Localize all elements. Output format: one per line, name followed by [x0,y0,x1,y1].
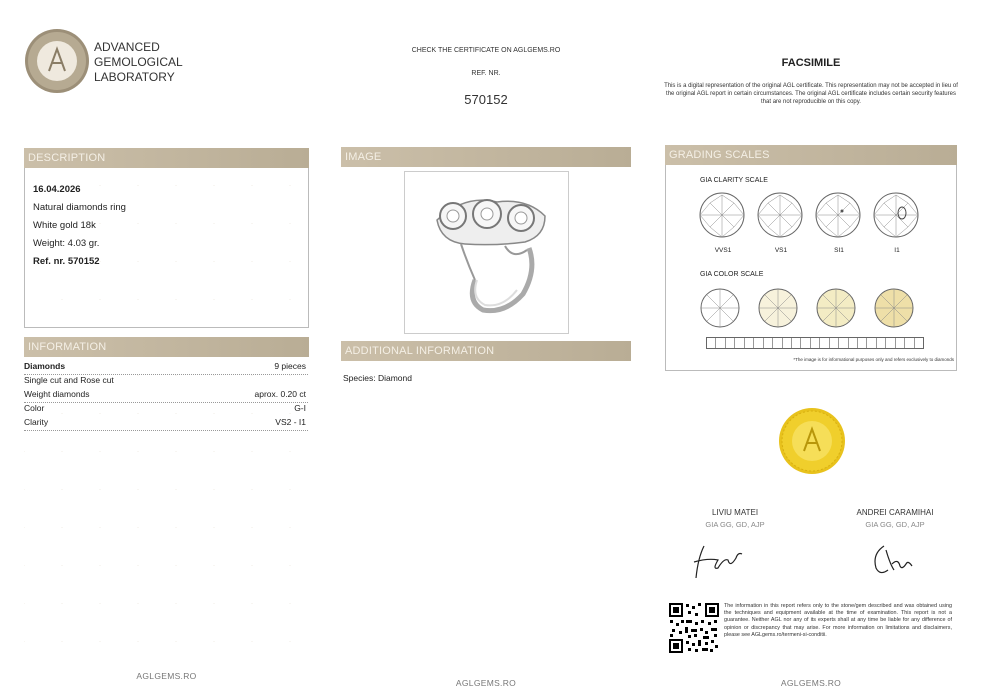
color-grade-box [707,338,716,348]
info-value: G-I [294,403,306,413]
info-value: aprox. 0.20 ct [254,389,306,399]
color-grade-box [849,338,858,348]
footer-website: AGLGEMS.RO [136,671,197,681]
additional-info-header: ADDITIONAL INFORMATION [341,341,631,361]
signatory-title: GIA GG, GD, AJP [865,520,925,529]
clarity-diamond-i1 [874,193,918,237]
ring-image-frame [404,171,569,334]
color-grade-box [764,338,773,348]
color-grade-box [905,338,914,348]
signatory-title: GIA GG, GD, AJP [705,520,765,529]
lab-name-line: ADVANCED [94,40,160,54]
lab-name-line: LABORATORY [94,70,175,84]
color-grade-box [886,338,895,348]
info-value: VS2 - I1 [275,417,306,427]
information-header: INFORMATION [24,337,309,357]
description-date: 16.04.2026 [33,184,81,195]
grading-footnote: *The image is for informational purposes only and refers exclusively to diamonds [793,357,954,362]
clarity-label: I1 [894,247,900,254]
lab-name-line: GEMOLOGICAL [94,55,183,69]
color-grade-box [820,338,829,348]
info-row [24,361,308,375]
clarity-diamond-vs1 [758,193,802,237]
qr-code [668,602,720,654]
ref-number: 570152 [464,92,508,107]
color-grade-box [716,338,725,348]
description-item: Natural diamonds ring [33,202,126,213]
info-row [24,417,308,431]
clarity-scale-title: GIA CLARITY SCALE [700,177,768,184]
color-grade-box [811,338,820,348]
clarity-label: SI1 [834,247,844,254]
info-label: Color [24,403,45,413]
info-row [24,403,308,416]
color-grade-box [877,338,886,348]
color-grade-box [839,338,848,348]
image-header: IMAGE [341,147,631,167]
grading-scales-panel [665,165,957,371]
clarity-label: VS1 [774,247,788,254]
color-scale-bar [706,337,924,349]
clarity-diamond-si1 [816,193,860,237]
color-grade-box [896,338,905,348]
signatory-name: ANDREI CARAMIHAI [856,508,934,517]
color-grade-box [745,338,754,348]
ring-image [405,172,568,333]
agl-logo [24,28,90,94]
signature-2 [868,540,918,580]
species-text: Species: Diamond [343,373,412,383]
description-metal: White gold 18k [33,220,96,231]
info-label: Weight diamonds [24,389,90,399]
facsimile-title: FACSIMILE [781,57,841,69]
color-grade-box [773,338,782,348]
info-label: Single cut and Rose cut [24,375,114,385]
gold-seal [778,407,846,475]
color-diamonds [700,287,930,331]
color-scale-title: GIA COLOR SCALE [700,271,764,278]
color-grade-box [735,338,744,348]
clarity-diamonds [696,191,936,243]
color-grade-box [801,338,810,348]
clarity-diamond-vvs1 [700,193,744,237]
signatory-name: LIVIU MATEI [711,508,759,517]
info-row [24,389,308,403]
color-grade-box [867,338,876,348]
color-grade-box [754,338,763,348]
ref-label: REF. NR. [471,70,501,77]
description-weight: Weight: 4.03 gr. [33,238,100,249]
color-grade-box [792,338,801,348]
signature-1 [688,538,748,582]
check-certificate-text: CHECK THE CERTIFICATE ON AGLGEMS.RO [411,47,561,54]
clarity-label: VVS1 [714,247,732,254]
info-label: Clarity [24,417,49,427]
footer-website: AGLGEMS.RO [455,678,517,688]
grading-scales-header: GRADING SCALES [665,145,957,165]
footer-website: AGLGEMS.RO [780,678,842,688]
color-grade-box [858,338,867,348]
color-grade-box [726,338,735,348]
color-grade-box [783,338,792,348]
info-row [24,375,308,388]
disclaimer-text: The information in this report refers only to the stone/gem described and was obtained using the techniques and equipment available at the time of examination. This report is not a guarantee. Neither AGL nor any of its experts shall at any time be liable for any difference of opinion or discrepancy that may arise. For more information on limitations and disclaimers, please see AGLgems.ro/termeni-si-conditii. [724,603,952,638]
description-panel [24,168,309,328]
description-header: DESCRIPTION [24,148,309,168]
color-grade-box [915,338,923,348]
info-label: Diamonds [24,361,66,371]
lab-name [94,40,183,85]
info-value: 9 pieces [274,361,306,371]
color-grade-box [830,338,839,348]
description-ref: Ref. nr. 570152 [33,256,100,267]
facsimile-note: This is a digital representation of the original AGL certificate. This representation may not be accepted in lieu of the original AGL report in certain circumstances. The original AGL certificate includes certain security features that are not reproducible on this copy. [664,83,958,105]
